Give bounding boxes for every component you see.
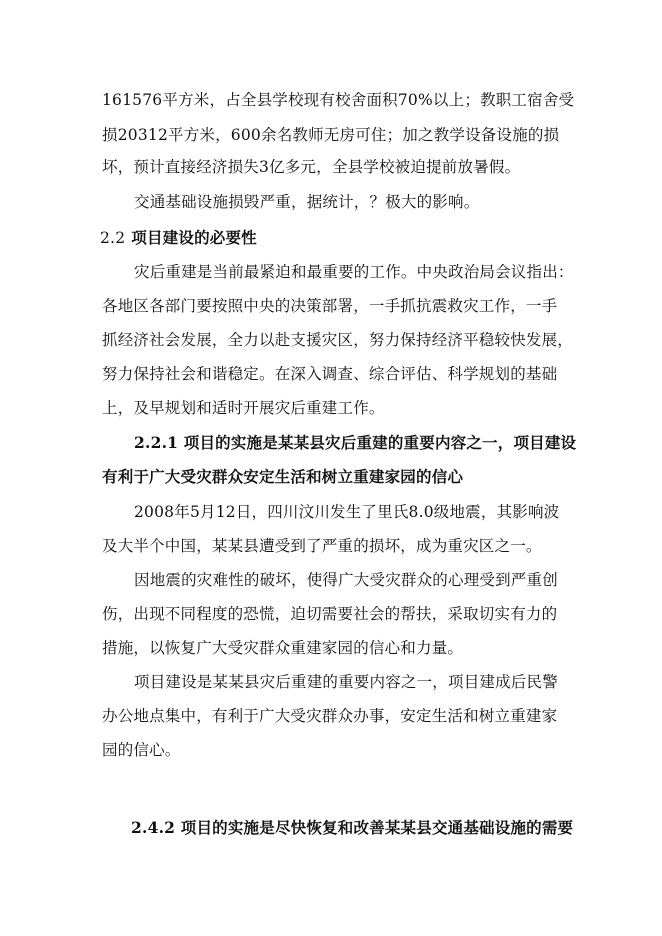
text-line: 各地区各部门要按照中央的决策部署，一手抓抗震救灾工作，一手 (102, 297, 558, 315)
text-line: 161576平方米，占全县学校现有校舍面积70%以上；教职工宿舍受 (102, 91, 575, 109)
section-title: 项目建设的必要性 (131, 228, 257, 247)
text-line: 上，及早规划和适时开展灾后重建工作。 (102, 399, 385, 417)
subsection-heading-2-2-1-cont: 有利于广大受灾群众安定生活和树立重建家园的信心 (102, 467, 464, 486)
text-line: 交通基础设施损毁严重，据统计，？极大的影响。 (134, 193, 480, 211)
section-number: 2.2 (100, 229, 126, 247)
text-line: 抓经济社会发展，全力以赴支援灾区，努力保持经济平稳较快发展， (102, 331, 574, 349)
text-line: 因地震的灾难性的破坏，使得广大受灾群众的心理受到严重创 (134, 571, 558, 589)
text-line: 2008年5月12日，四川汶川发生了里氏8.0级地震，其影响波 (134, 503, 560, 521)
text-line: 措施，以恢复广大受灾群众重建家园的信心和力量。 (102, 639, 464, 657)
text-line: 坏，预计直接经济损失3亿多元，全县学校被迫提前放暑假。 (102, 158, 521, 176)
text-line: 灾后重建是当前最紧迫和最重要的工作。中央政治局会议指出： (134, 263, 574, 281)
text-line: 损20312平方米，600余名教师无房可住；加之教学设备设施的损 (102, 126, 560, 144)
text-line: 项目建设是某某县灾后重建的重要内容之一，项目建成后民警 (134, 673, 558, 691)
text-line: 及大半个中国，某某县遭受到了严重的损坏，成为重灾区之一。 (102, 537, 542, 555)
subsection-heading-2-2-1: 2.2.1 项目的实施是某某县灾后重建的重要内容之一，项目建设 (134, 433, 577, 452)
section-heading-2-2 (100, 228, 257, 248)
text-line: 伤，出现不同程度的恐慌，迫切需要社会的帮扶，采取切实有力的 (102, 605, 558, 623)
subsection-heading-2-4-2: 2.4.2 项目的实施是尽快恢复和改善某某县交通基础设施的需要 (131, 818, 574, 837)
text-line: 努力保持社会和谐稳定。在深入调查、综合评估、科学规划的基础 (102, 365, 558, 383)
text-line: 园的信心。 (102, 741, 181, 759)
text-line: 办公地点集中，有利于广大受灾群众办事，安定生活和树立重建家 (102, 707, 558, 725)
